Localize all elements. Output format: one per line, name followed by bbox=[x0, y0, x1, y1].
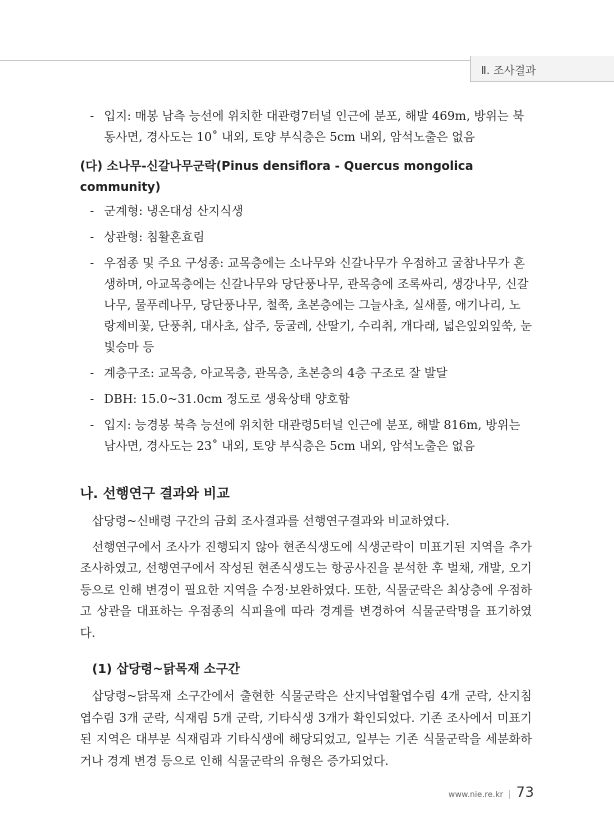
community-item: - 군계형: 냉온대성 산지식생 bbox=[90, 204, 244, 218]
community-item: - 계층구조: 교목층, 아교목층, 관목층, 초본층의 4층 구조로 잘 발달 bbox=[90, 366, 448, 380]
community-item: - DBH: 15.0~31.0cm 정도로 생육상태 양호함 bbox=[90, 392, 350, 406]
header-rule bbox=[0, 60, 470, 61]
paragraph: 선행연구에서 조사가 진행되지 않아 현존식생도에 식생군락이 미표기된 지역을 추가 조사하였고, 선행연구에서 작성된 현존식생도는 항공사진을 분석한 후 벌채, 개발, 오기 등으로 인해 변경이 필요한 지역을 수정·보완하였다. 또한, 식물군락은 최상층에 우점하고 상관을 대표하는 우점종의 식피율에 따라 경계를 변경하여 식물군락명을 표기하였다. bbox=[80, 539, 532, 640]
location-item-c: - 입지: 매봉 남측 능선에 위치한 대관령7터널 인근에 분포, 해발 469m, 방위는 북동사면, 경사도는 10˚ 내외, 토양 부식층은 5cm 내외, 암석노출은 없음 bbox=[80, 106, 532, 148]
page-content bbox=[80, 106, 532, 774]
page-footer bbox=[448, 782, 534, 801]
footer-separator: | bbox=[508, 790, 512, 800]
community-item: - 우점종 및 주요 구성종: 교목층에는 소나무와 신갈나무가 우점하고 굴참나무가 혼생하며, 아교목층에는 신갈나무와 당단풍나무, 관목층에 조록싸리, 생강나무, 신갈나무, 물푸레나무, 당단풍나무, 철쭉, 초본층에는 그늘사초, 실새풀, 애기나리, 노랑제비꽃, 단풍취, 대사초, 삽주, 둥굴레, 산딸기, 수리취, 개다래, 넓은잎외잎쑥, 눈빛승마 등 bbox=[90, 256, 533, 354]
paragraph: 삽당령~닭목재 소구간에서 출현한 식물군락은 산지낙엽활엽수림 4개 군락, 산지침엽수림 3개 군락, 식재림 5개 군락, 기타식생 3개가 확인되었다. 기존 조사에서 미표기된 지역은 대부분 식재림과 기타식생에 해당되었고, 일부는 기존 식물군락을 세분화하거나 경계 변경 등으로 인해 식물군락의 유형은 증가되었다. bbox=[80, 689, 532, 768]
page-number: 73 bbox=[516, 785, 534, 801]
chapter-tab bbox=[470, 56, 614, 82]
footer-url: www.nie.re.kr bbox=[448, 790, 504, 799]
chapter-label: Ⅱ. 조사결과 bbox=[481, 64, 536, 77]
section-heading: 나. 선행연구 결과와 비교 bbox=[80, 486, 230, 502]
community-item: - 상관형: 침활혼효림 bbox=[90, 230, 205, 244]
subsection-heading: (1) 삽당령~닭목재 소구간 bbox=[92, 661, 240, 676]
dash-bullet: - bbox=[90, 109, 95, 123]
community-item: - 입지: 능경봉 북측 능선에 위치한 대관령5터널 인근에 분포, 해발 816m, 방위는 남사면, 경사도는 23˚ 내외, 토양 부식층은 5cm 내외, 암석노출은 없음 bbox=[90, 418, 521, 453]
paragraph: 삽당령~신배령 구간의 금회 조사결과를 선행연구결과와 비교하였다. bbox=[92, 514, 450, 528]
community-heading-d: (다) 소나무-신갈나무군락(Pinus densiflora - Quercus mongolica community) bbox=[80, 159, 474, 194]
